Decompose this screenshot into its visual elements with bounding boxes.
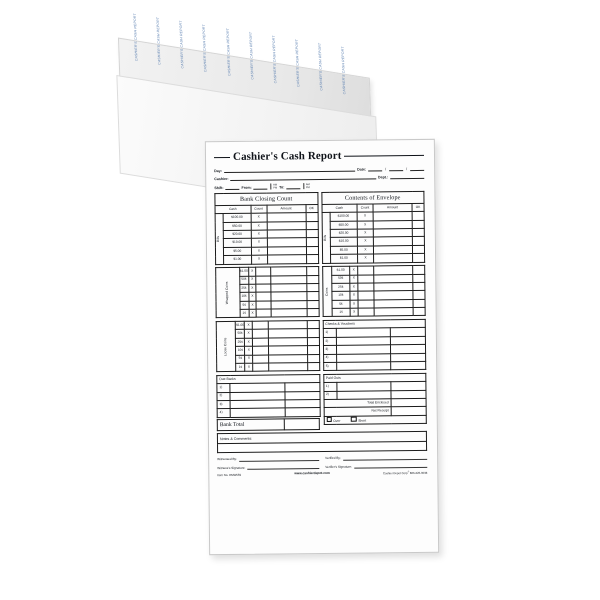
count-cell[interactable] <box>253 363 269 372</box>
row-group-loose-coins: Loose Coins <box>216 321 236 372</box>
row-number: 1) <box>217 384 230 393</box>
title-rule-left <box>214 157 230 158</box>
company-info <box>383 471 427 476</box>
multiplier-cell: X <box>251 222 267 231</box>
net-receipt-label: Net Receipt <box>324 407 392 416</box>
verifier-signature-input[interactable] <box>354 463 427 469</box>
multiplier-cell: X <box>350 275 358 283</box>
cashiers-cash-report-form <box>212 147 430 545</box>
from-input[interactable] <box>254 184 268 190</box>
table-row <box>217 408 320 417</box>
row-group-bills: Bills <box>215 214 224 264</box>
notes-label: Notes & Comments: <box>217 432 426 444</box>
denomination-cell: $1.00 <box>239 267 248 275</box>
row-number: 4) <box>323 354 336 363</box>
count-cell[interactable] <box>358 274 374 283</box>
over-checkbox[interactable] <box>326 417 331 422</box>
short-label: Short <box>358 418 367 423</box>
count-cell[interactable] <box>256 301 271 310</box>
amount-cell[interactable] <box>374 254 413 263</box>
to-pm-label: PM <box>305 186 310 190</box>
table-row <box>323 307 426 316</box>
witness-signature-label: Witness's Signature: <box>217 465 246 470</box>
col-header-amount: Amount <box>267 205 306 214</box>
count-cell[interactable] <box>256 284 271 293</box>
denomination-cell: 5¢ <box>236 355 245 363</box>
contents-of-envelope-table <box>321 191 425 264</box>
table-row <box>322 254 425 263</box>
witnessed-by-label: Witnessed By: <box>217 457 237 462</box>
col-header-amount: Amount <box>373 203 412 212</box>
paid-outs-table <box>323 373 427 425</box>
day-input[interactable] <box>224 165 355 172</box>
flap-print-line: CASHIER'S CASH REPORT <box>294 38 301 88</box>
multiplier-cell: X <box>245 330 253 338</box>
amount-cell[interactable] <box>269 363 308 372</box>
verified-by-label: Verified By: <box>325 456 341 461</box>
ok-cell[interactable] <box>307 300 318 309</box>
col-header-ok: OK <box>306 204 318 213</box>
loose-coins-table <box>216 320 320 372</box>
flap-print-line: CASHIER'S CASH REPORT <box>155 16 162 66</box>
envelope-coins-table <box>322 265 426 317</box>
multiplier-cell: X <box>248 284 256 292</box>
flap-print-line: CASHIER'S CASH REPORT <box>202 24 208 73</box>
multiplier-cell: X <box>251 247 267 256</box>
count-cell[interactable] <box>253 346 269 355</box>
over-short-row <box>324 415 427 424</box>
date-label: Date: <box>357 167 367 172</box>
multiplier-cell: X <box>350 266 358 274</box>
date-slash-1: / <box>385 166 387 171</box>
denomination-cell: 10¢ <box>240 293 249 301</box>
count-cell[interactable] <box>256 292 271 301</box>
row-number: 4) <box>217 409 230 418</box>
denomination-cell: 25¢ <box>240 284 249 292</box>
title-row <box>214 149 424 164</box>
website-link[interactable]: www.cashierdepot.com <box>294 471 330 476</box>
cash-report-envelope <box>205 139 439 555</box>
denomination-cell: 25¢ <box>332 283 350 292</box>
denomination-cell: 50¢ <box>239 276 248 284</box>
due-backs-column <box>216 374 320 426</box>
bank-closing-count-table <box>214 192 318 265</box>
header-fields <box>214 165 424 191</box>
multiplier-cell: X <box>357 246 373 255</box>
witness-signature-input[interactable] <box>247 464 319 470</box>
denomination-cell: $1.00 <box>332 266 350 275</box>
to-ampm-selector[interactable] <box>303 183 309 190</box>
section-header-checks-vouchers: Checks & Vouchers <box>323 319 426 328</box>
ok-cell[interactable] <box>306 230 318 239</box>
dept-input[interactable] <box>390 173 424 179</box>
count-cell[interactable] <box>253 355 269 364</box>
witness-signature-field[interactable] <box>217 464 319 471</box>
header-line-shift-from-to <box>214 182 424 191</box>
dept-label: Dept.: <box>378 175 389 180</box>
ok-cell[interactable] <box>413 299 425 308</box>
flap-print-line: CASHIER'S CASH REPORT <box>179 20 185 69</box>
table-row <box>324 415 427 424</box>
check-amount-cell[interactable] <box>391 353 426 362</box>
over-label: Over <box>333 418 341 423</box>
row-group-bills: Bills <box>322 213 331 263</box>
col-header-ok: OK <box>412 203 424 212</box>
notes-wrap <box>217 431 427 453</box>
ok-cell[interactable] <box>307 362 319 371</box>
ok-cell[interactable] <box>412 228 424 237</box>
multiplier-cell: X <box>357 237 373 246</box>
count-cell[interactable] <box>256 267 271 276</box>
count-columns <box>214 191 426 373</box>
amount-cell[interactable] <box>271 309 307 318</box>
date-day-input[interactable] <box>389 165 403 171</box>
cashier-label: Cashier: <box>214 177 229 182</box>
denomination-cell: 1¢ <box>332 308 350 317</box>
multiplier-cell: X <box>251 230 267 239</box>
from-pm-label: PM <box>273 186 278 190</box>
paid-out-amount-cell[interactable] <box>391 382 426 391</box>
flap-print-line: CASHIER'S CASH REPORT <box>271 35 278 84</box>
multiplier-cell: X <box>245 363 253 371</box>
denomination-cell: $5.00 <box>330 246 358 255</box>
section-header-paid-outs: Paid Outs <box>323 373 426 382</box>
denomination-cell: $100.00 <box>330 212 358 221</box>
ok-cell[interactable] <box>413 266 425 275</box>
denomination-cell: $1.00 <box>330 254 358 263</box>
count-cell[interactable] <box>256 276 271 285</box>
date-month-input[interactable] <box>368 165 382 171</box>
total-enclosed-value[interactable] <box>391 398 426 407</box>
denomination-cell: 25¢ <box>236 338 245 346</box>
row-number: 1) <box>323 329 336 338</box>
denomination-cell: $5.00 <box>223 247 251 256</box>
count-cell[interactable] <box>256 309 271 318</box>
ok-cell[interactable] <box>307 292 318 301</box>
count-cell[interactable] <box>358 291 374 300</box>
ok-cell[interactable] <box>306 238 318 247</box>
multiplier-cell: X <box>357 212 373 221</box>
witnessed-by-input[interactable] <box>239 455 319 461</box>
ok-cell[interactable] <box>307 337 319 346</box>
from-am-label: AM <box>273 183 278 187</box>
denomination-cell: $10.00 <box>223 239 251 248</box>
section-header-due-backs: Due Backs <box>217 374 320 383</box>
company-name: Cashier Depot Corp <box>382 471 408 476</box>
to-am-label: AM <box>305 182 310 186</box>
multiplier-cell: X <box>248 267 256 275</box>
ok-cell[interactable] <box>306 221 318 230</box>
verified-by-field[interactable] <box>325 454 427 461</box>
col-header-cash: Cash <box>215 205 251 214</box>
denomination-cell: 10¢ <box>332 292 350 301</box>
shift-label: Shift: <box>214 186 224 191</box>
count-cell[interactable] <box>358 308 374 317</box>
section-header-contents-of-envelope: Contents of Envelope <box>321 191 424 204</box>
witnessed-by-field[interactable] <box>217 455 319 462</box>
multiplier-cell: X <box>245 338 253 346</box>
row-number: 2) <box>217 392 230 401</box>
ok-cell[interactable] <box>413 291 425 300</box>
row-number: 2) <box>323 337 336 346</box>
row-number: 1) <box>323 383 336 392</box>
denomination-cell: 5¢ <box>240 301 249 309</box>
bank-closing-count-column <box>214 192 319 372</box>
page-title: Cashier's Cash Report <box>232 149 342 163</box>
header-line-cashier-dept <box>214 173 424 181</box>
count-cell[interactable] <box>358 266 374 275</box>
multiplier-cell: X <box>357 229 373 238</box>
denomination-cell: $10.00 <box>330 238 358 247</box>
count-cell[interactable] <box>358 300 374 309</box>
table-row <box>323 361 426 370</box>
shift-input[interactable] <box>225 184 239 190</box>
ok-cell[interactable] <box>412 220 424 229</box>
amount-cell[interactable] <box>374 308 413 317</box>
denomination-cell: $1.00 <box>236 321 245 329</box>
multiplier-cell: X <box>251 213 267 222</box>
multiplier-cell: X <box>248 276 256 284</box>
ok-cell[interactable] <box>307 321 319 330</box>
count-cell[interactable] <box>358 283 374 292</box>
row-group-wrapped-coins: Wrapped Coins <box>216 267 240 318</box>
amount-cell[interactable] <box>267 255 306 264</box>
ok-cell[interactable] <box>307 275 318 284</box>
denomination-cell: $20.00 <box>330 229 358 238</box>
checks-vouchers-table <box>322 319 426 371</box>
denomination-cell: 5¢ <box>332 300 350 309</box>
from-label: From: <box>241 185 252 191</box>
multiplier-cell: X <box>350 300 358 308</box>
flap-print-line: CASHIER'S CASH REPORT <box>132 12 139 62</box>
ok-cell[interactable] <box>307 267 318 276</box>
ok-cell[interactable] <box>307 346 319 355</box>
notes-table <box>217 431 427 453</box>
multiplier-cell: X <box>251 255 267 264</box>
flap-print-line: CASHIER'S CASH REPORT <box>317 42 324 91</box>
multiplier-cell: X <box>245 346 253 354</box>
col-header-cash: Cash <box>322 204 358 213</box>
count-cell[interactable] <box>253 329 269 338</box>
multiplier-cell: X <box>251 239 267 248</box>
short-checkbox[interactable] <box>351 417 356 422</box>
header-line-day-date <box>214 165 424 173</box>
multiplier-cell: X <box>350 283 358 291</box>
company-phone: 866-226-6033 <box>409 471 428 476</box>
date-year-input[interactable] <box>410 165 424 171</box>
row-group-coins: Coins <box>322 267 332 317</box>
denomination-cell: 1¢ <box>236 363 245 371</box>
ok-cell[interactable] <box>413 307 425 316</box>
denomination-cell: $50.00 <box>223 222 251 231</box>
cashier-input[interactable] <box>231 174 376 182</box>
multiplier-cell: X <box>249 292 257 300</box>
multiplier-cell: X <box>350 308 358 316</box>
bank-total-label: Bank Total <box>217 419 284 431</box>
date-slash-2: / <box>406 166 408 171</box>
ok-cell[interactable] <box>306 246 318 255</box>
denomination-cell: 1¢ <box>240 309 249 317</box>
table-row <box>216 255 319 264</box>
ok-cell[interactable] <box>413 274 425 283</box>
check-amount-cell[interactable] <box>391 361 426 370</box>
ok-cell[interactable] <box>307 309 318 318</box>
ok-cell[interactable] <box>412 212 424 221</box>
verifier-signature-label: Verifier's Signature: <box>325 464 353 469</box>
row-number: 5) <box>323 362 336 371</box>
flap-print-line: CASHIER'S CASH REPORT <box>248 31 255 80</box>
denomination-cell: 50¢ <box>332 275 350 284</box>
section-header-bank-closing-count: Bank Closing Count <box>215 192 318 205</box>
count-cell[interactable] <box>253 338 269 347</box>
check-description-cell[interactable] <box>336 362 391 371</box>
verifier-signature-field[interactable] <box>325 463 427 470</box>
footer-line-by <box>217 454 427 462</box>
registered-mark: ® <box>407 471 410 474</box>
ok-cell[interactable] <box>306 255 318 264</box>
total-enclosed-label: Total Enclosed <box>324 399 392 408</box>
ok-cell[interactable] <box>307 283 318 292</box>
notes-input[interactable] <box>218 442 427 453</box>
ok-cell[interactable] <box>307 354 319 363</box>
row-number: 2) <box>323 391 336 400</box>
multiplier-cell: X <box>249 301 257 309</box>
ok-cell[interactable] <box>306 213 318 222</box>
day-label: Day: <box>214 168 222 173</box>
denomination-cell: $50.00 <box>330 221 358 230</box>
col-header-count: Count <box>251 205 267 214</box>
multiplier-cell: X <box>350 291 358 299</box>
denomination-cell: $100.00 <box>223 214 251 223</box>
ok-cell[interactable] <box>412 245 424 254</box>
ok-cell[interactable] <box>412 237 424 246</box>
due-back-amount-cell[interactable] <box>285 408 320 417</box>
footer-meta <box>217 471 427 477</box>
row-number: 3) <box>217 400 230 409</box>
denomination-cell: 50¢ <box>236 330 245 338</box>
flap-print-line: CASHIER'S CASH REPORT <box>341 46 347 95</box>
multiplier-cell: X <box>357 221 373 230</box>
net-receipt-value[interactable] <box>391 407 426 416</box>
multiplier-cell: X <box>245 321 253 329</box>
to-input[interactable] <box>286 184 300 190</box>
wrapped-coins-table <box>215 266 319 318</box>
title-rule-right <box>344 155 424 157</box>
contents-of-envelope-column <box>321 191 426 371</box>
multiplier-cell: X <box>245 355 253 363</box>
row-number: 3) <box>323 345 336 354</box>
signature-footer <box>217 454 427 477</box>
paid-outs-column <box>323 373 427 425</box>
flap-print-line: CASHIER'S CASH REPORT <box>225 27 232 77</box>
multiplier-cell: X <box>358 254 374 263</box>
ok-cell[interactable] <box>413 282 425 291</box>
denomination-cell: $1.00 <box>224 255 252 264</box>
due-back-description-cell[interactable] <box>230 408 285 417</box>
ok-cell[interactable] <box>307 329 319 338</box>
due-backs-table <box>216 374 320 418</box>
multiplier-cell: X <box>249 309 257 317</box>
to-label: To: <box>279 185 285 190</box>
denomination-cell: $20.00 <box>223 230 251 239</box>
item-number: Item No. HMW659 <box>217 472 242 477</box>
verified-by-input[interactable] <box>343 454 427 460</box>
from-ampm-selector[interactable] <box>271 183 277 190</box>
ok-cell[interactable] <box>413 254 425 263</box>
col-header-count: Count <box>357 204 373 213</box>
count-cell[interactable] <box>252 321 268 330</box>
paid-out-amount-cell[interactable] <box>391 390 426 399</box>
denomination-cell: 10¢ <box>236 346 245 354</box>
